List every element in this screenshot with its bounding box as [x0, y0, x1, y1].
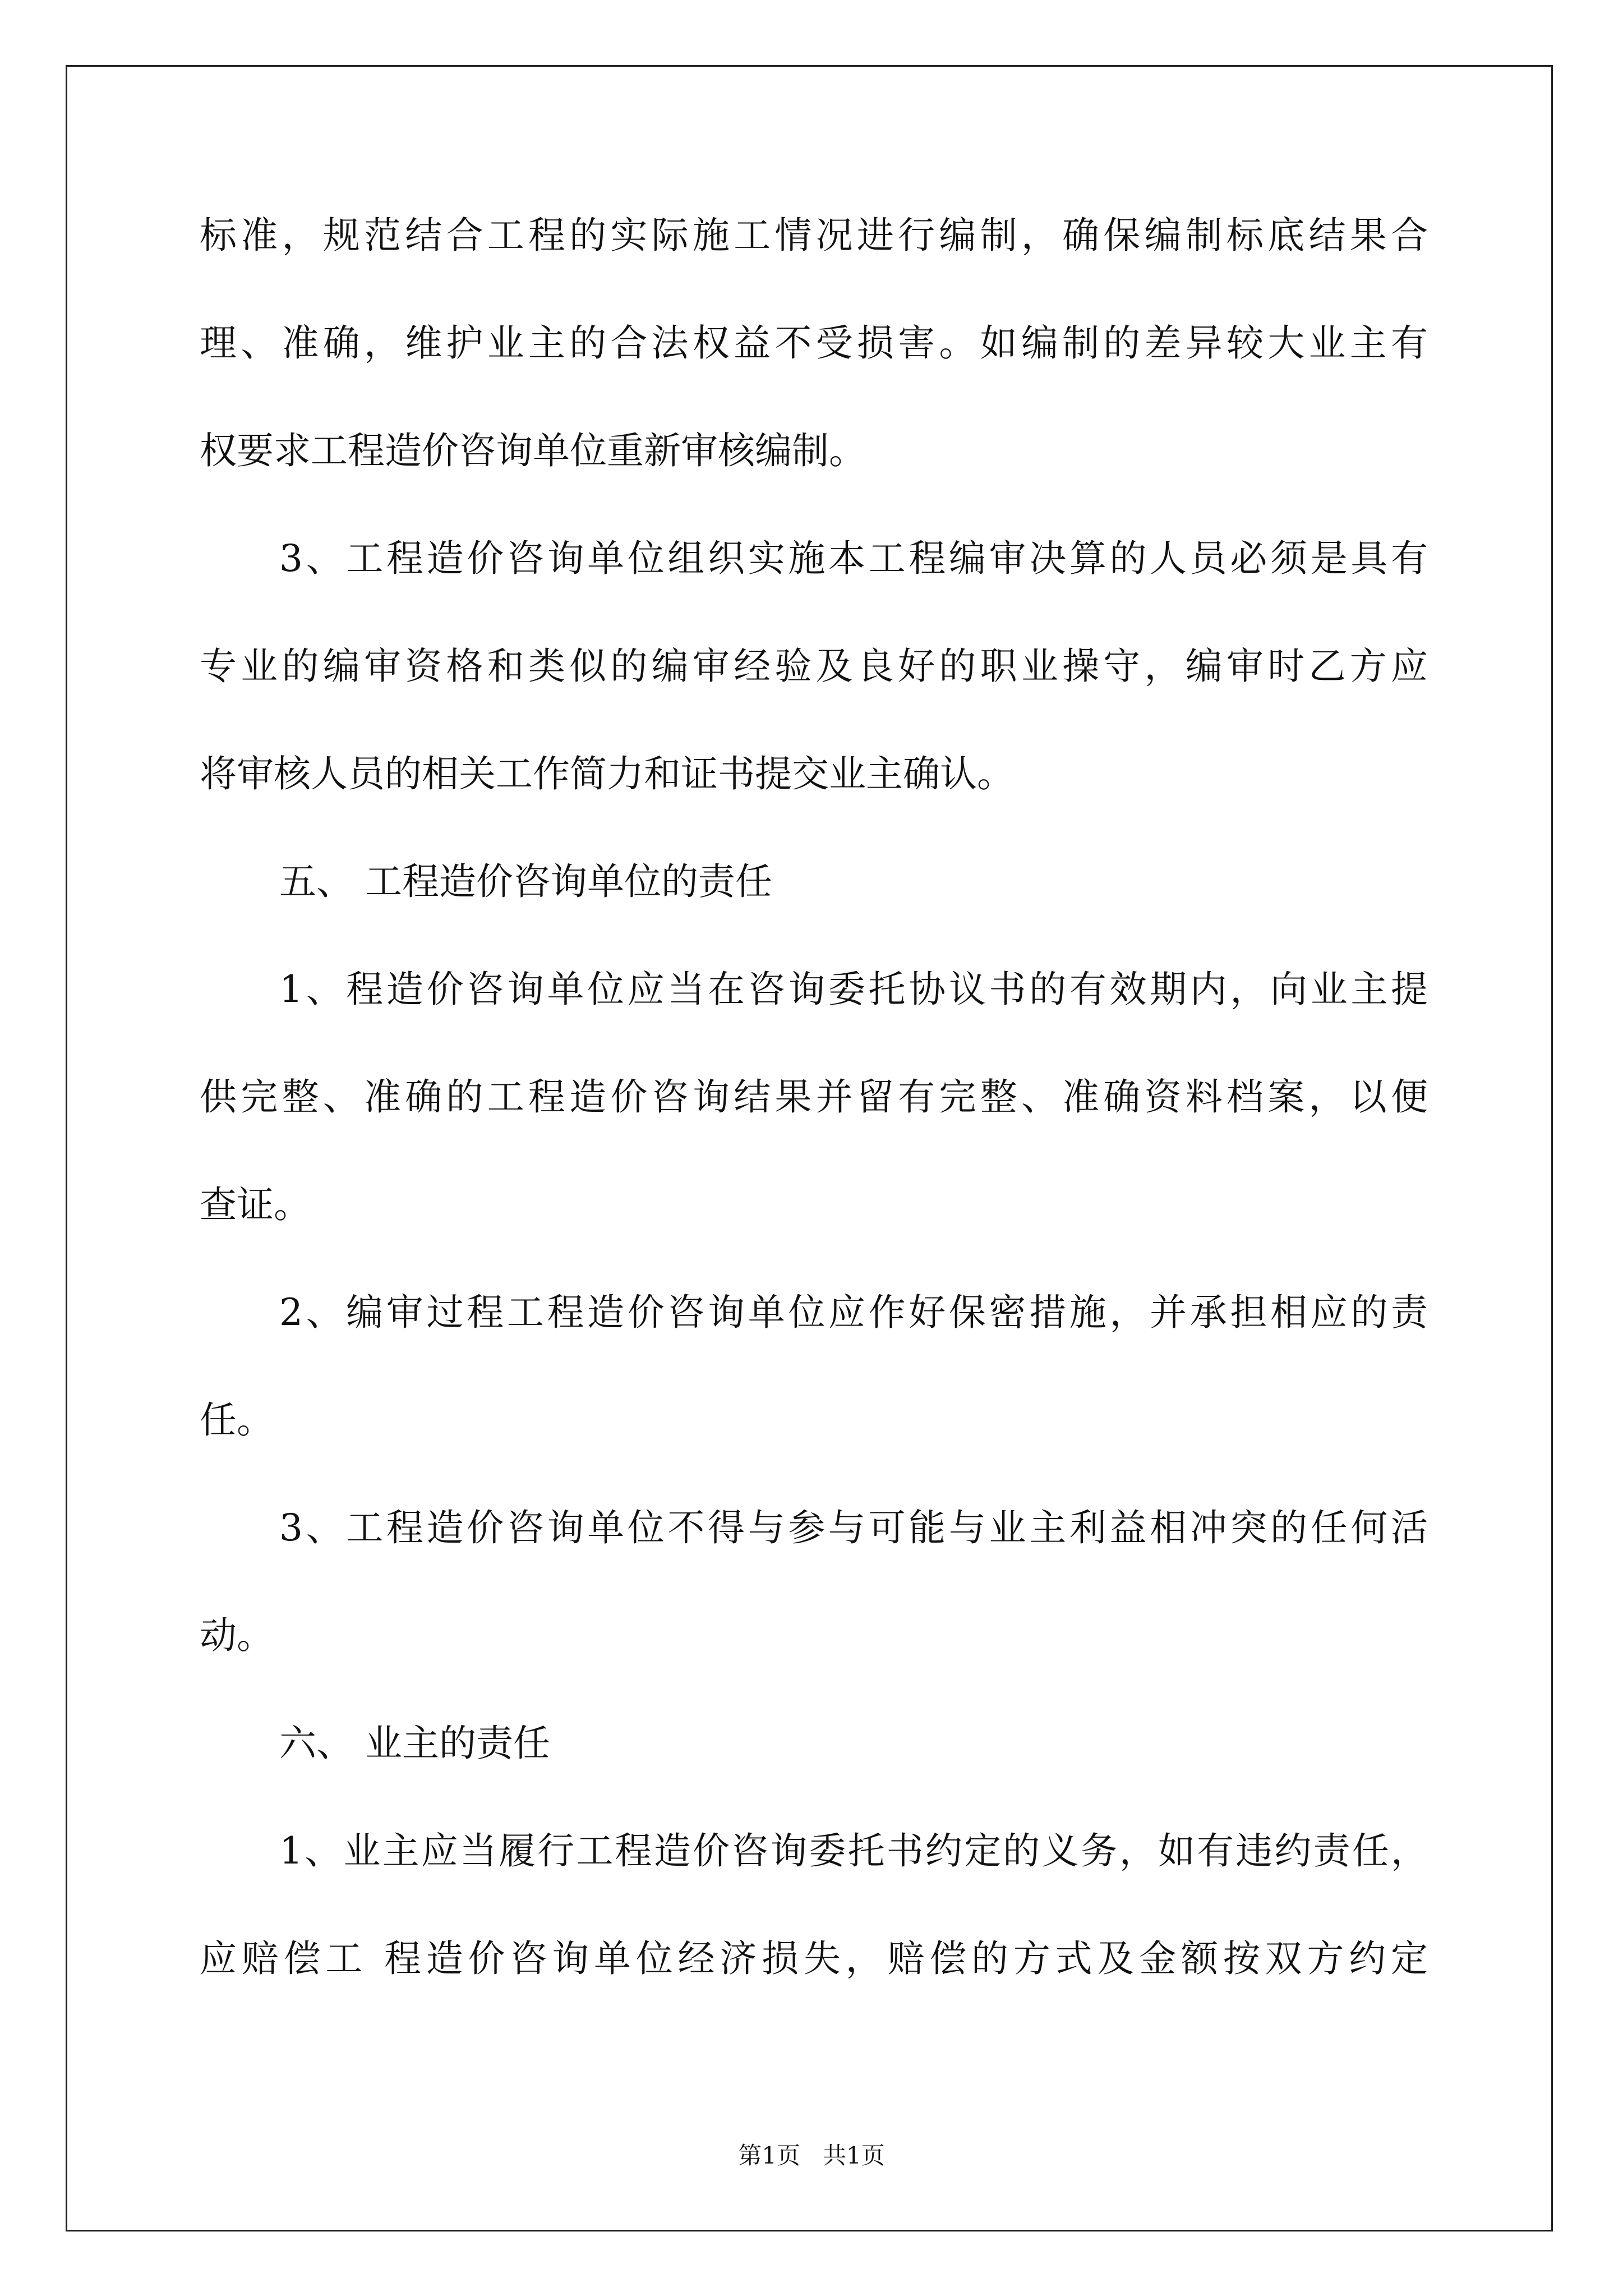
text-line: 标准，规范结合工程的实际施工情况进行编制，确保编制标底结果合 — [200, 214, 1428, 257]
text-line: 1、程造价咨询单位应当在咨询委托协议书的有效期内，向业主提 — [279, 968, 1428, 1011]
text-line: 查证。 — [200, 1183, 311, 1226]
section-heading: 六、 业主的责任 — [279, 1722, 550, 1765]
text-line: 动。 — [200, 1614, 274, 1657]
page-total: 共1页 — [823, 2142, 885, 2169]
text-line: 1、业主应当履行工程造价咨询委托书约定的义务，如有违约责任， — [279, 1829, 1428, 1872]
text-line: 供完整、准确的工程造价咨询结果并留有完整、准确资料档案，以便 — [200, 1075, 1428, 1119]
page-footer — [0, 2137, 1623, 2171]
text-line: 2、编审过程工程造价咨询单位应作好保密措施，并承担相应的责 — [279, 1291, 1428, 1334]
text-line: 权要求工程造价咨询单位重新审核编制。 — [200, 429, 866, 472]
text-line: 任。 — [200, 1398, 274, 1442]
text-line: 专业的编审资格和类似的编审经验及良好的职业操守，编审时乙方应 — [200, 645, 1428, 688]
text-line: 应赔偿工 程造价咨询单位经济损失，赔偿的方式及金额按双方约定 — [200, 1937, 1428, 1980]
page-number: 第1页 — [738, 2142, 800, 2169]
document-body — [200, 208, 1428, 2039]
text-line: 3、工程造价咨询单位不得与参与可能与业主利益相冲突的任何活 — [279, 1506, 1428, 1549]
text-line: 3、工程造价咨询单位组织实施本工程编审决算的人员必须是具有 — [279, 537, 1428, 580]
text-line: 将审核人员的相关工作简力和证书提交业主确认。 — [200, 752, 1014, 795]
section-heading: 五、 工程造价咨询单位的责任 — [279, 860, 772, 903]
text-line: 理、准确，维护业主的合法权益不受损害。如编制的差异较大业主有 — [200, 321, 1428, 365]
